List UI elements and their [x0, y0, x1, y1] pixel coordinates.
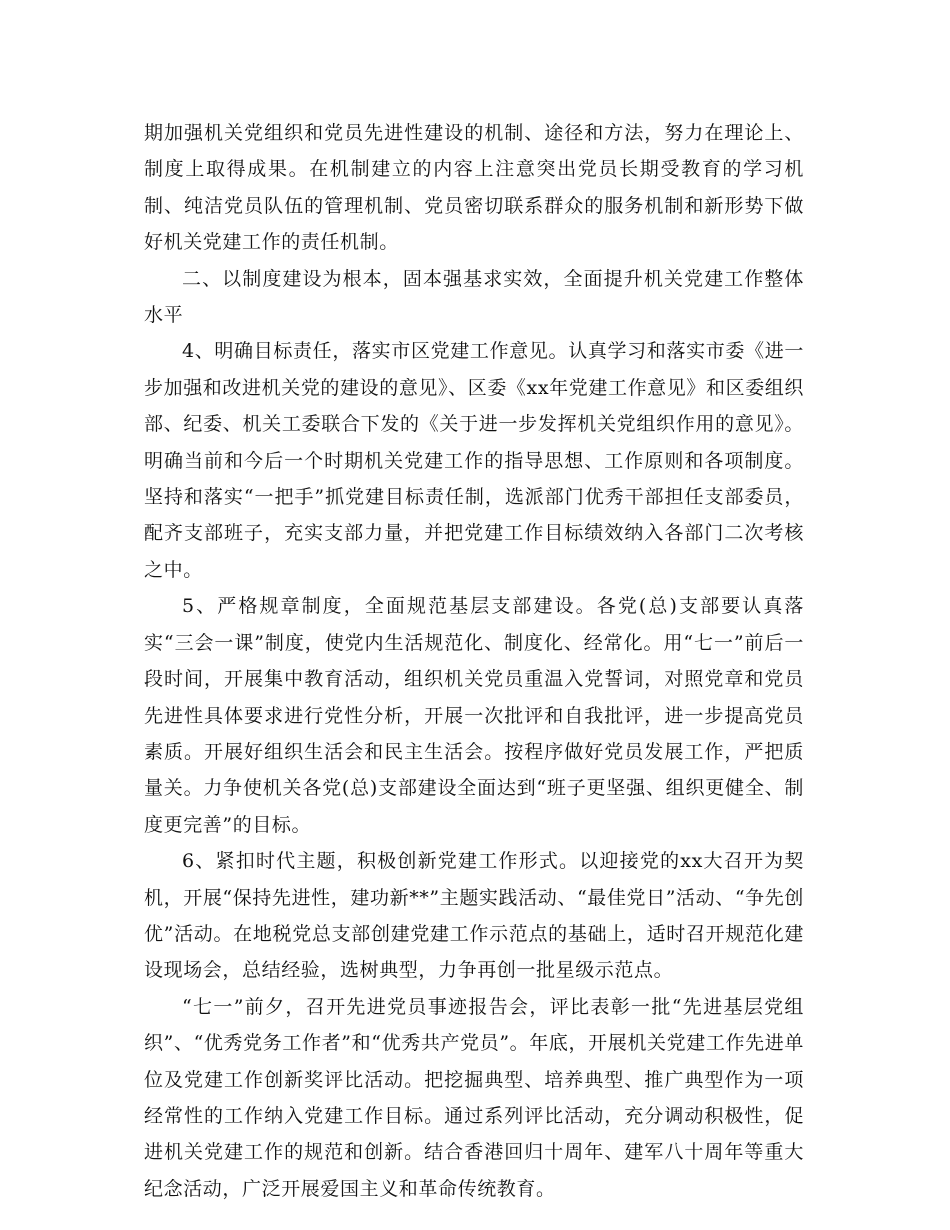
paragraph-item-4: 4、明确目标责任，落实市区党建工作意见。认真学习和落实市委《进一步加强和改进机关党的建设的意见》、区委《xx年党建工作意见》和区委组织部、纪委、机关工委联合下发的《关于进一步发挥机关党组织作用的意见》。明确当前和今后一个时期机关党建工作的指导思想、工作原则和各项制度。坚持和落实“一把手”抓党建目标责任制，选派部门优秀干部担任支部委员，配齐支部班子，充实支部力量，并把党建工作目标绩效纳入各部门二次考核之中。 — [144, 340, 804, 581]
paragraph-item-5: 5、严格规章制度，全面规范基层支部建设。各党(总)支部要认真落实“三会一课”制度，使党内生活规范化、制度化、经常化。用“七一”前后一段时间，开展集中教育活动，组织机关党员重温入党誓词，对照党章和党员先进性具体要求进行党性分析，开展一次批评和自我批评，进一步提高党员素质。开展好组织生活会和民主生活会。按程序做好党员发展工作，严把质量关。力争使机关各党(总)支部建设全面达到“班子更坚强、组织更健全、制度更完善”的目标。 — [144, 595, 804, 836]
paragraph-july-first: “七一”前夕，召开先进党员事迹报告会，评比表彰一批“先进基层党组织”、“优秀党务工作者”和“优秀共产党员”。年底，开展机关党建工作先进单位及党建工作创新奖评比活动。把挖掘典型、培养典型、推广典型作为一项经常性的工作纳入党建工作目标。通过系列评比活动，充分调动积极性，促进机关党建工作的规范和创新。结合香港回归十周年、建军八十周年等重大纪念活动，广泛开展爱国主义和革命传统教育。 — [144, 995, 804, 1200]
paragraph-continuation: 期加强机关党组织和党员先进性建设的机制、途径和方法，努力在理论上、制度上取得成果。在机制建立的内容上注意突出党员长期受教育的学习机制、纯洁党员队伍的管理机制、党员密切联系群众的服务机制和新形势下做好机关党建工作的责任机制。 — [144, 122, 804, 254]
section-heading-two: 二、以制度建设为根本，固本强基求实效，全面提升机关党建工作整体水平 — [144, 267, 804, 327]
paragraph-item-6: 6、紧扣时代主题，积极创新党建工作形式。以迎接党的xx大召开为契机，开展“保持先进性，建功新**”主题实践活动、“最佳党日”活动、“争先创优”活动。在地税党总支部创建党建工作示范点的基础上，适时召开规范化建设现场会，总结经验，选树典型，力争再创一批星级示范点。 — [144, 850, 804, 982]
document-body — [144, 115, 804, 1207]
